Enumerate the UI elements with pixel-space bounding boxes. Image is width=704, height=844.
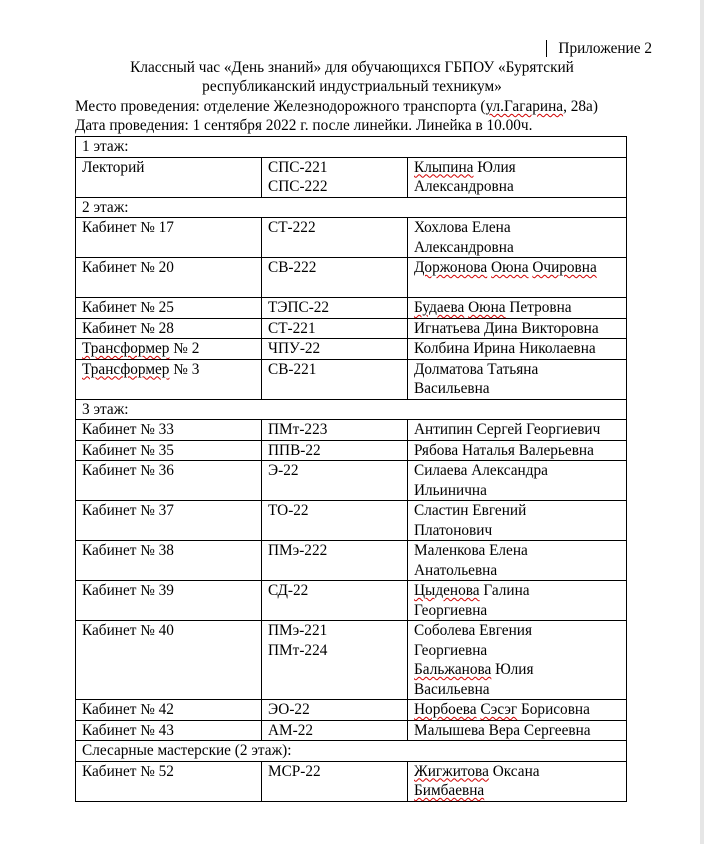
room-text: Кабинет № 35	[82, 441, 174, 459]
table-row	[76, 440, 627, 461]
group-cell	[262, 700, 408, 721]
room-cell	[76, 359, 262, 399]
table-row	[76, 581, 627, 621]
group-text: АМ-22	[268, 721, 314, 739]
teacher-text: Борисовна	[517, 701, 590, 718]
appendix-label: Приложение 2	[558, 40, 652, 57]
group-text: ЭО-22	[268, 701, 310, 718]
section-row	[76, 399, 627, 420]
room-text: № 2	[169, 340, 200, 357]
teacher-text: Петровна	[505, 299, 572, 316]
group-cell	[262, 318, 408, 339]
group-text: СВ-221	[268, 360, 317, 378]
table-row	[76, 761, 627, 801]
teacher-text: Сластин Евгений	[414, 502, 527, 519]
teacher-text: Соболева Евгения	[414, 622, 532, 639]
teacher-text: Хохлова Елена	[414, 219, 511, 236]
teacher-line	[414, 218, 626, 238]
teacher-text: Долматова Татьяна	[414, 360, 539, 378]
room-cell	[76, 501, 262, 541]
teacher-line	[414, 680, 626, 700]
teacher-cell	[408, 581, 627, 621]
teacher-line	[414, 521, 626, 541]
group-text: ТО-22	[268, 502, 309, 519]
teacher-cell	[408, 298, 627, 319]
teacher-text: Ильинична	[414, 481, 487, 499]
teacher-line	[414, 319, 626, 339]
teacher-line	[414, 561, 626, 581]
room-text: Кабинет № 38	[82, 542, 174, 559]
room-line	[82, 298, 261, 318]
room-text: Кабинет № 39	[82, 582, 174, 599]
place-prefix: Место проведения: отделение Железнодорожного транспорта (	[75, 98, 486, 115]
teacher-text: Георгиевна	[414, 641, 488, 659]
table-row	[76, 501, 627, 541]
teacher-line	[414, 721, 626, 741]
room-line	[82, 319, 261, 339]
table-row	[76, 720, 627, 741]
table-row	[76, 339, 627, 360]
section-row	[76, 137, 627, 158]
room-text: № 3	[169, 360, 200, 378]
teacher-text: Анатольевна	[414, 561, 498, 579]
table-row	[76, 258, 627, 298]
teacher-text: Александровна	[414, 178, 514, 195]
teacher-cell	[408, 541, 627, 581]
teacher-line	[414, 379, 626, 399]
group-text: МСР-22	[268, 762, 321, 780]
group-text: ЧПУ-22	[268, 340, 321, 357]
group-text: ТЭПС-22	[268, 299, 330, 316]
teacher-text: Малышева Вера Сергеевна	[414, 721, 591, 739]
teacher-cell	[408, 339, 627, 360]
teacher-line	[414, 541, 626, 561]
table-row	[76, 461, 627, 501]
room-cell	[76, 420, 262, 441]
table-row	[76, 298, 627, 319]
room-text: Трансформер	[82, 360, 170, 378]
title-line-1: Классный час «День знаний» для обучающихся ГБПОУ «Бурятский	[130, 59, 574, 76]
room-cell	[76, 157, 262, 197]
teacher-text: Оюна	[491, 259, 529, 276]
group-cell	[262, 720, 408, 741]
section-row	[76, 197, 627, 218]
room-line	[82, 339, 261, 359]
teacher-text: Георгиевна	[414, 601, 488, 619]
room-text: Кабинет № 40	[82, 622, 174, 639]
teacher-cell	[408, 621, 627, 700]
group-text: СТ-221	[268, 319, 316, 337]
teacher-cell	[408, 700, 627, 721]
place-line	[75, 98, 598, 116]
section-label: 3 этаж:	[76, 399, 627, 420]
room-text: Кабинет № 17	[82, 219, 174, 236]
group-cell	[262, 621, 408, 700]
group-text: СПС-221	[268, 158, 328, 176]
room-text: Трансформер	[82, 340, 170, 357]
teacher-cell	[408, 318, 627, 339]
teacher-text: Маленкова Елена	[414, 542, 528, 559]
teacher-cell	[408, 258, 627, 298]
room-line	[82, 581, 261, 601]
table-row	[76, 318, 627, 339]
group-cell	[262, 761, 408, 801]
teacher-line	[414, 258, 626, 278]
title-line-2: республиканский индустриальный техникум»	[202, 78, 502, 95]
teacher-text: Бальжанова	[414, 661, 492, 678]
room-cell	[76, 318, 262, 339]
teacher-line	[414, 339, 626, 359]
teacher-text: Рябова Наталья Валерьевна	[414, 441, 594, 459]
teacher-line	[414, 420, 626, 440]
teacher-cell	[408, 720, 627, 741]
teacher-text: Юлия	[491, 661, 534, 678]
room-text: Кабинет № 52	[82, 762, 174, 780]
teacher-text: Бимбаевна	[414, 782, 485, 799]
teacher-text: Колбина Ирина Николаевна	[414, 340, 596, 357]
page-edge	[700, 0, 704, 844]
room-text: Кабинет № 25	[82, 299, 174, 316]
teacher-text: Юлия	[473, 158, 516, 176]
teacher-cell	[408, 157, 627, 197]
teacher-line	[414, 660, 626, 680]
teacher-line	[414, 762, 626, 782]
place-suffix: , 28а)	[563, 98, 598, 115]
room-line	[82, 721, 261, 741]
room-cell	[76, 720, 262, 741]
group-cell	[262, 440, 408, 461]
place-street: ул.Гагарина	[485, 98, 564, 115]
table-row	[76, 157, 627, 197]
teacher-line	[414, 461, 626, 481]
section-row	[76, 741, 627, 762]
teacher-line	[414, 781, 626, 801]
teacher-text: Силаева Александра	[414, 462, 548, 479]
room-line	[82, 621, 261, 641]
teacher-cell	[408, 218, 627, 258]
teacher-line	[414, 700, 626, 720]
room-cell	[76, 218, 262, 258]
room-cell	[76, 761, 262, 801]
room-cell	[76, 339, 262, 360]
table-row	[76, 218, 627, 258]
date-line: Дата проведения: 1 сентября 2022 г. после линейки. Линейка в 10.00ч.	[75, 117, 533, 134]
teacher-text: Будаева	[414, 299, 465, 316]
teacher-line	[414, 641, 626, 661]
teacher-text: Оксана	[488, 762, 540, 780]
teacher-text: Очировна	[532, 259, 597, 276]
room-line	[82, 258, 261, 278]
teacher-text: Платонович	[414, 521, 493, 539]
group-cell	[262, 218, 408, 258]
group-text: ППВ-22	[268, 441, 321, 459]
teacher-text: Васильевна	[414, 680, 490, 698]
teacher-text: Цыденова	[414, 582, 480, 599]
section-label: 1 этаж:	[76, 137, 627, 158]
group-cell	[262, 581, 408, 621]
group-cell	[262, 258, 408, 298]
room-cell	[76, 258, 262, 298]
teacher-text: Жигжитова	[414, 762, 489, 780]
room-line	[82, 501, 261, 521]
teacher-cell	[408, 440, 627, 461]
teacher-line	[414, 298, 626, 318]
teacher-text: Доржонова	[414, 259, 488, 276]
table-row	[76, 541, 627, 581]
room-line	[82, 420, 261, 440]
table-row	[76, 621, 627, 700]
teacher-text: Клыпина	[414, 158, 474, 176]
group-cell	[262, 501, 408, 541]
teacher-line	[414, 177, 626, 197]
teacher-line	[414, 581, 626, 601]
teacher-text: Сэсэг	[480, 701, 518, 718]
teacher-text: Игнатьева Дина Викторовна	[414, 319, 599, 337]
room-line	[82, 700, 261, 720]
room-text: Лекторий	[82, 158, 145, 176]
room-cell	[76, 298, 262, 319]
group-cell	[262, 541, 408, 581]
group-cell	[262, 298, 408, 319]
teacher-cell	[408, 761, 627, 801]
room-text: Кабинет № 37	[82, 502, 174, 519]
section-label: Слесарные мастерские (2 этаж):	[76, 741, 627, 762]
text-cursor	[546, 40, 547, 57]
teacher-text: Оюна	[468, 299, 506, 316]
group-text: СТ-222	[268, 219, 316, 236]
group-text: ПМэ-222	[268, 542, 328, 559]
teacher-line	[414, 501, 626, 521]
room-line	[82, 360, 261, 380]
room-line	[82, 762, 261, 782]
group-text: Э-22	[268, 462, 299, 479]
teacher-text: Васильевна	[414, 380, 490, 397]
room-line	[82, 461, 261, 481]
group-text: СПС-222	[268, 178, 328, 195]
room-line	[82, 541, 261, 561]
teacher-cell	[408, 420, 627, 441]
room-text: Кабинет № 36	[82, 462, 174, 479]
schedule-table	[75, 136, 627, 802]
group-text: ПМт-224	[268, 641, 328, 659]
teacher-cell	[408, 359, 627, 399]
table-row	[76, 420, 627, 441]
table-row	[76, 359, 627, 399]
teacher-line	[414, 360, 626, 380]
room-cell	[76, 461, 262, 501]
room-text: Кабинет № 43	[82, 721, 174, 739]
room-text: Кабинет № 33	[82, 421, 174, 438]
room-text: Кабинет № 20	[82, 259, 174, 276]
teacher-cell	[408, 501, 627, 541]
section-label: 2 этаж:	[76, 197, 627, 218]
group-text: СД-22	[268, 582, 309, 599]
room-cell	[76, 541, 262, 581]
teacher-line	[414, 601, 626, 621]
room-line	[82, 441, 261, 461]
group-text: ПМэ-221	[268, 622, 328, 639]
room-text: Кабинет № 28	[82, 319, 174, 337]
teacher-line	[414, 158, 626, 178]
teacher-line	[414, 621, 626, 641]
room-text: Кабинет № 42	[82, 701, 174, 718]
teacher-line	[414, 278, 626, 298]
teacher-text: Галина	[479, 582, 530, 599]
group-cell	[262, 461, 408, 501]
group-text: ПМт-223	[268, 421, 328, 438]
teacher-line	[414, 238, 626, 258]
room-cell	[76, 700, 262, 721]
group-cell	[262, 420, 408, 441]
room-line	[82, 218, 261, 238]
teacher-cell	[408, 461, 627, 501]
teacher-line	[414, 481, 626, 501]
group-cell	[262, 339, 408, 360]
teacher-text: Александровна	[414, 238, 514, 256]
room-line	[82, 158, 261, 178]
teacher-text: Норбоева	[414, 701, 477, 718]
group-text: СВ-222	[268, 259, 317, 276]
group-cell	[262, 359, 408, 399]
table-row	[76, 700, 627, 721]
room-cell	[76, 440, 262, 461]
teacher-line	[414, 441, 626, 461]
room-cell	[76, 621, 262, 700]
teacher-text: Антипин Сергей Георгиевич	[414, 421, 601, 438]
room-cell	[76, 581, 262, 621]
group-cell	[262, 157, 408, 197]
